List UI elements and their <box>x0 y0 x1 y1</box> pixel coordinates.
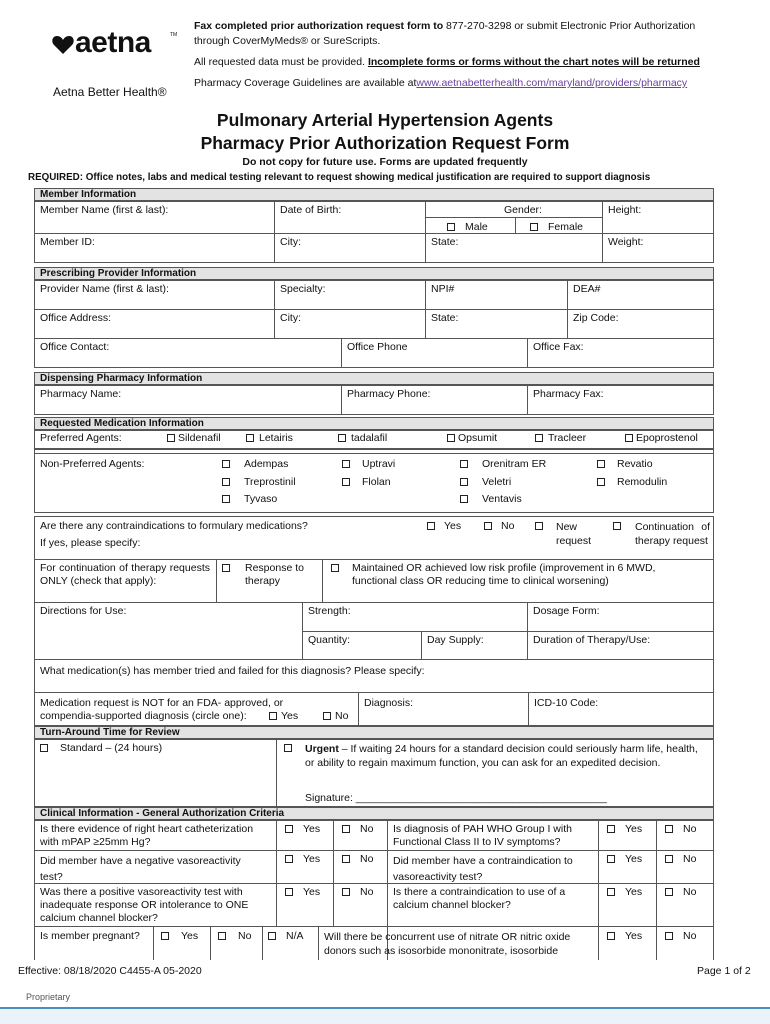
q8-yes[interactable] <box>607 930 642 943</box>
q6-no[interactable] <box>665 886 696 899</box>
q1-no-label: No <box>360 823 374 835</box>
q7-col-3 <box>262 926 263 960</box>
npi-label: NPI# <box>431 283 455 295</box>
not-fda-div-1 <box>358 692 359 726</box>
contra-question: Are there any contraindications to formulary medications? <box>40 520 308 532</box>
q2-yes[interactable] <box>607 823 642 836</box>
provider-section-header: Prescribing Provider Information <box>34 267 714 280</box>
gender-label: Gender: <box>504 204 542 216</box>
not-fda-no[interactable] <box>323 710 348 723</box>
duration-label: Duration of Therapy/Use: <box>533 634 651 646</box>
q7-yes[interactable] <box>161 930 198 943</box>
q4-text: Did member have a contraindication to vasoreactivity test? <box>393 855 573 883</box>
provider-state-field[interactable] <box>425 309 568 339</box>
provider-name-field[interactable] <box>34 280 275 310</box>
contra-no[interactable] <box>484 520 514 533</box>
heart-icon <box>52 35 74 55</box>
q5-no[interactable] <box>342 886 373 899</box>
pharmacy-fax-field[interactable] <box>527 385 714 415</box>
np-treprostinil-label: Treprostinil <box>244 476 296 488</box>
required-bold: Incomplete forms or forms without the chart notes will be returned <box>367 56 700 68</box>
q7-col-2 <box>210 926 211 960</box>
q5-no-label: No <box>360 886 374 898</box>
np-treprostinil[interactable] <box>222 476 296 489</box>
dea-label: DEA# <box>573 283 601 295</box>
q1-yes-label: Yes <box>303 823 321 835</box>
not-fda-yes[interactable] <box>269 710 298 723</box>
title-line2: Pharmacy Prior Authorization Request Form <box>200 133 570 153</box>
urgent-bold: Urgent <box>305 743 339 755</box>
np-tyvaso-label: Tyvaso <box>244 493 278 505</box>
weight-field[interactable] <box>602 233 714 263</box>
np-tyvaso[interactable] <box>222 493 277 506</box>
guidelines-line <box>194 76 754 90</box>
fax-line2: through CoverMyMeds® or SureScripts. <box>194 35 381 47</box>
aetna-logo <box>52 26 182 66</box>
preferred-epoprostenol[interactable] <box>625 432 698 445</box>
q6-text: Is there a contraindication to use of a calcium channel blocker? <box>393 886 566 911</box>
q4-yes[interactable] <box>607 853 642 866</box>
zip-field[interactable] <box>567 309 714 339</box>
q4-yes-label: Yes <box>625 853 643 865</box>
diagnosis-label: Diagnosis: <box>364 697 414 709</box>
height-label: Height: <box>608 204 642 216</box>
continuation-checkbox[interactable] <box>613 522 621 530</box>
dob-field[interactable] <box>274 201 426 234</box>
guidelines-link[interactable]: www.aetnabetterhealth.com/maryland/providers/pharmacy <box>416 77 688 89</box>
dea-field[interactable] <box>567 280 714 310</box>
np-ventavis-label: Ventavis <box>482 493 522 505</box>
logo-tm: TM <box>170 32 178 38</box>
not-fda-yes-label: Yes <box>281 710 299 722</box>
q4-no[interactable] <box>665 853 696 866</box>
tried-failed-label: What medication(s) has member tried and failed for this diagnosis? Please specify: <box>40 665 425 677</box>
maintained-checkbox[interactable] <box>331 564 339 572</box>
do-not-copy: Do not copy for future use. Forms are updated frequently <box>242 156 528 168</box>
not-fda-div-2 <box>528 692 529 726</box>
preferred-letairis[interactable] <box>246 432 293 445</box>
q2-no[interactable] <box>665 823 696 836</box>
preferred-epoprostenol-label: Epoprostenol <box>636 432 698 444</box>
preferred-tadalafil-label: tadalafil <box>351 432 388 444</box>
continuation-label: Continuation of therapy request <box>635 521 710 547</box>
fax-instruction <box>194 19 734 33</box>
zip-label: Zip Code: <box>573 312 619 324</box>
dosage-form-field[interactable] <box>527 602 714 632</box>
standard-label: Standard – (24 hours) <box>60 742 163 754</box>
provider-city-field[interactable] <box>274 309 426 339</box>
directions-label: Directions for Use: <box>40 605 127 617</box>
q5-text: Was there a positive vasoreactivity test with inadequate response OR intolerance to ONE calcium channel blocker? <box>40 886 249 924</box>
day-supply-field[interactable] <box>421 631 528 660</box>
q3-yes-label: Yes <box>303 853 321 865</box>
member-city-field[interactable] <box>274 233 426 263</box>
urgent-checkbox[interactable] <box>284 744 292 752</box>
q7-no-label: No <box>238 930 252 942</box>
q6-yes[interactable] <box>607 886 642 899</box>
fax-bold: Fax completed prior authorization request form to <box>194 20 444 32</box>
preferred-tadalafil[interactable] <box>338 432 387 445</box>
contra-yes-label: Yes <box>444 520 462 532</box>
q3-no[interactable] <box>342 853 373 866</box>
contra-yes[interactable] <box>427 520 461 533</box>
member-state-label: State: <box>431 236 459 248</box>
q3-yes[interactable] <box>285 853 320 866</box>
np-orenitram-label: Orenitram ER <box>482 458 547 470</box>
quantity-label: Quantity: <box>308 634 351 646</box>
strength-field[interactable] <box>302 602 528 632</box>
member-name-field[interactable] <box>34 201 275 234</box>
np-revatio[interactable] <box>597 458 653 471</box>
q7-na-label: N/A <box>286 930 304 942</box>
q3-text: Did member have a negative vasoreactivity test? <box>40 855 241 883</box>
new-request-label: New request <box>556 521 592 547</box>
not-fda-label: Medication request is NOT for an FDA- approved, or compendia-supported diagnosis (circle one): <box>40 697 284 722</box>
female-label: Female <box>548 221 584 233</box>
office-address-field[interactable] <box>34 309 275 339</box>
required-notice: REQUIRED: Office notes, labs and medical testing relevant to request showing medical justification are required to support diagnosis <box>28 172 651 183</box>
clinical-col-1 <box>276 820 277 926</box>
office-fax-label: Office Fax: <box>533 341 584 353</box>
required-data-line <box>194 55 754 69</box>
np-remodulin[interactable] <box>597 476 667 489</box>
gender-mid-divider <box>515 217 516 234</box>
logo-wordmark: aetna <box>75 26 151 59</box>
q7-text: Is member pregnant? <box>40 930 140 942</box>
continuation-div-2 <box>322 559 323 603</box>
q1-no[interactable] <box>342 823 373 836</box>
provider-city-label: City: <box>280 312 301 324</box>
q8-text: Will there be concurrent use of nitrate OR nitric oxide donors such as isosorbide mononitrate, isosorbide <box>324 931 571 957</box>
proprietary-label: Proprietary <box>26 992 71 1002</box>
day-supply-label: Day Supply: <box>427 634 484 646</box>
clinical-col-4 <box>598 820 599 960</box>
clinical-col-2 <box>333 820 334 926</box>
nonpreferred-label: Non-Preferred Agents: <box>40 458 145 470</box>
provider-state-label: State: <box>431 312 459 324</box>
member-id-label: Member ID: <box>40 236 95 248</box>
q8-no[interactable] <box>665 930 696 943</box>
preferred-opsumit[interactable] <box>447 432 497 445</box>
q3-no-label: No <box>360 853 374 865</box>
office-phone-label: Office Phone <box>347 341 408 353</box>
office-contact-field[interactable] <box>34 338 342 368</box>
preferred-sildenafil[interactable] <box>167 432 221 445</box>
member-section-header: Member Information <box>34 188 714 201</box>
q1-yes[interactable] <box>285 823 320 836</box>
logo-subtitle: Aetna Better Health® <box>53 85 167 99</box>
weight-label: Weight: <box>608 236 644 248</box>
preferred-opsumit-label: Opsumit <box>458 432 498 444</box>
office-address-label: Office Address: <box>40 312 112 324</box>
q2-text: Is diagnosis of PAH WHO Group I with Functional Class II to IV symptoms? <box>393 823 572 848</box>
urgent-text <box>305 742 700 770</box>
clinical-row-line-1 <box>34 850 714 851</box>
q5-yes-label: Yes <box>303 886 321 898</box>
fax-rest: 877-270-3298 or submit Electronic Prior Authorization <box>443 20 696 32</box>
page-number: Page 1 of 2 <box>697 965 751 977</box>
np-adempas-label: Adempas <box>244 458 289 470</box>
npi-field[interactable] <box>425 280 568 310</box>
np-veletri-label: Veletri <box>482 476 512 488</box>
clinical-row-line-3 <box>34 926 714 927</box>
q8-yes-label: Yes <box>625 930 643 942</box>
not-fda-no-label: No <box>335 710 349 722</box>
title-line1: Pulmonary Arterial Hypertension Agents <box>216 110 554 130</box>
member-name-label: Member Name (first & last): <box>40 204 169 216</box>
q5-yes[interactable] <box>285 886 320 899</box>
np-flolan[interactable] <box>342 476 391 489</box>
preferred-label: Preferred Agents: <box>40 432 122 444</box>
required-plain: All requested data must be provided. <box>194 56 368 68</box>
preferred-tracleer[interactable] <box>535 432 586 445</box>
specialty-field[interactable] <box>274 280 426 310</box>
np-adempas[interactable] <box>222 458 288 471</box>
q1-text: Is there evidence of right heart catheterization with mPAP ≥25mm Hg? <box>40 823 254 848</box>
urgent-desc: – If waiting 24 hours for a standard decision could seriously harm life, health, or ability to regain maximum function, you can ask for an expedited decision. <box>305 743 698 769</box>
pharmacy-section-header: Dispensing Pharmacy Information <box>34 372 714 385</box>
np-flolan-label: Flolan <box>362 476 391 488</box>
strength-label: Strength: <box>308 605 351 617</box>
q2-no-label: No <box>683 823 697 835</box>
pharmacy-name-label: Pharmacy Name: <box>40 388 122 400</box>
provider-name-label: Provider Name (first & last): <box>40 283 169 295</box>
q7-no[interactable] <box>218 930 251 943</box>
np-veletri[interactable] <box>460 476 511 489</box>
np-uptravi-label: Uptravi <box>362 458 396 470</box>
clinical-section-header: Clinical Information - General Authorization Criteria <box>34 807 714 820</box>
member-state-field[interactable] <box>425 233 603 263</box>
pharmacy-fax-label: Pharmacy Fax: <box>533 388 604 400</box>
member-city-label: City: <box>280 236 301 248</box>
bottom-bar <box>0 1007 770 1024</box>
gender-divider <box>425 217 603 218</box>
np-revatio-label: Revatio <box>617 458 653 470</box>
tried-failed-field[interactable] <box>34 659 714 693</box>
effective-date: Effective: 08/18/2020 C4455-A 05-2020 <box>18 965 202 977</box>
q2-yes-label: Yes <box>625 823 643 835</box>
continuation-only-label: For continuation of therapy requests ONLY (check that apply): <box>40 562 210 587</box>
member-id-field[interactable] <box>34 233 275 263</box>
q8-no-label: No <box>683 930 697 942</box>
specialty-label: Specialty: <box>280 283 326 295</box>
q6-no-label: No <box>683 886 697 898</box>
turnaround-divider <box>276 739 277 807</box>
preferred-sildenafil-label: Sildenafil <box>178 432 221 444</box>
male-label: Male <box>465 221 488 233</box>
np-orenitram[interactable] <box>460 458 546 471</box>
pharmacy-phone-label: Pharmacy Phone: <box>347 388 431 400</box>
height-field[interactable] <box>602 201 714 234</box>
turnaround-section-header: Turn-Around Time for Review <box>34 726 714 739</box>
response-label: Response to therapy <box>245 562 304 587</box>
icd-label: ICD-10 Code: <box>534 697 599 709</box>
contra-no-label: No <box>501 520 515 532</box>
contra-specify: If yes, please specify: <box>40 537 141 549</box>
new-request-checkbox[interactable] <box>535 522 543 530</box>
signature-line[interactable]: Signature: ___________________________________________ <box>305 792 607 804</box>
np-ventavis[interactable] <box>460 493 522 506</box>
q4-no-label: No <box>683 853 697 865</box>
pharmacy-name-field[interactable] <box>34 385 342 415</box>
office-contact-label: Office Contact: <box>40 341 110 353</box>
dob-label: Date of Birth: <box>280 204 342 216</box>
preferred-letairis-label: Letairis <box>259 432 293 444</box>
maintained-label: Maintained OR achieved low risk profile (improvement in 6 MWD, functional class OR reducing time to clinical worsening) <box>352 562 656 587</box>
q6-yes-label: Yes <box>625 886 643 898</box>
q7-yes-label: Yes <box>181 930 199 942</box>
quantity-field[interactable] <box>302 631 422 660</box>
response-checkbox[interactable] <box>222 564 230 572</box>
directions-field[interactable] <box>34 602 303 660</box>
clinical-col-5 <box>656 820 657 960</box>
duration-field[interactable] <box>527 631 714 660</box>
q7-col-1 <box>153 926 154 960</box>
preferred-tracleer-label: Tracleer <box>548 432 587 444</box>
standard-option[interactable] <box>40 742 162 755</box>
dosage-form-label: Dosage Form: <box>533 605 600 617</box>
q7-na[interactable] <box>268 930 304 943</box>
continuation-div-1 <box>216 559 217 603</box>
guidelines-text: Pharmacy Coverage Guidelines are available at <box>194 77 417 89</box>
np-remodulin-label: Remodulin <box>617 476 668 488</box>
np-uptravi[interactable] <box>342 458 395 471</box>
pharmacy-phone-field[interactable] <box>341 385 528 415</box>
q7-col-4 <box>318 926 319 960</box>
office-fax-field[interactable] <box>527 338 714 368</box>
nonpreferred-divider <box>34 453 714 454</box>
office-phone-field[interactable] <box>341 338 528 368</box>
medication-section-header: Requested Medication Information <box>34 417 714 430</box>
